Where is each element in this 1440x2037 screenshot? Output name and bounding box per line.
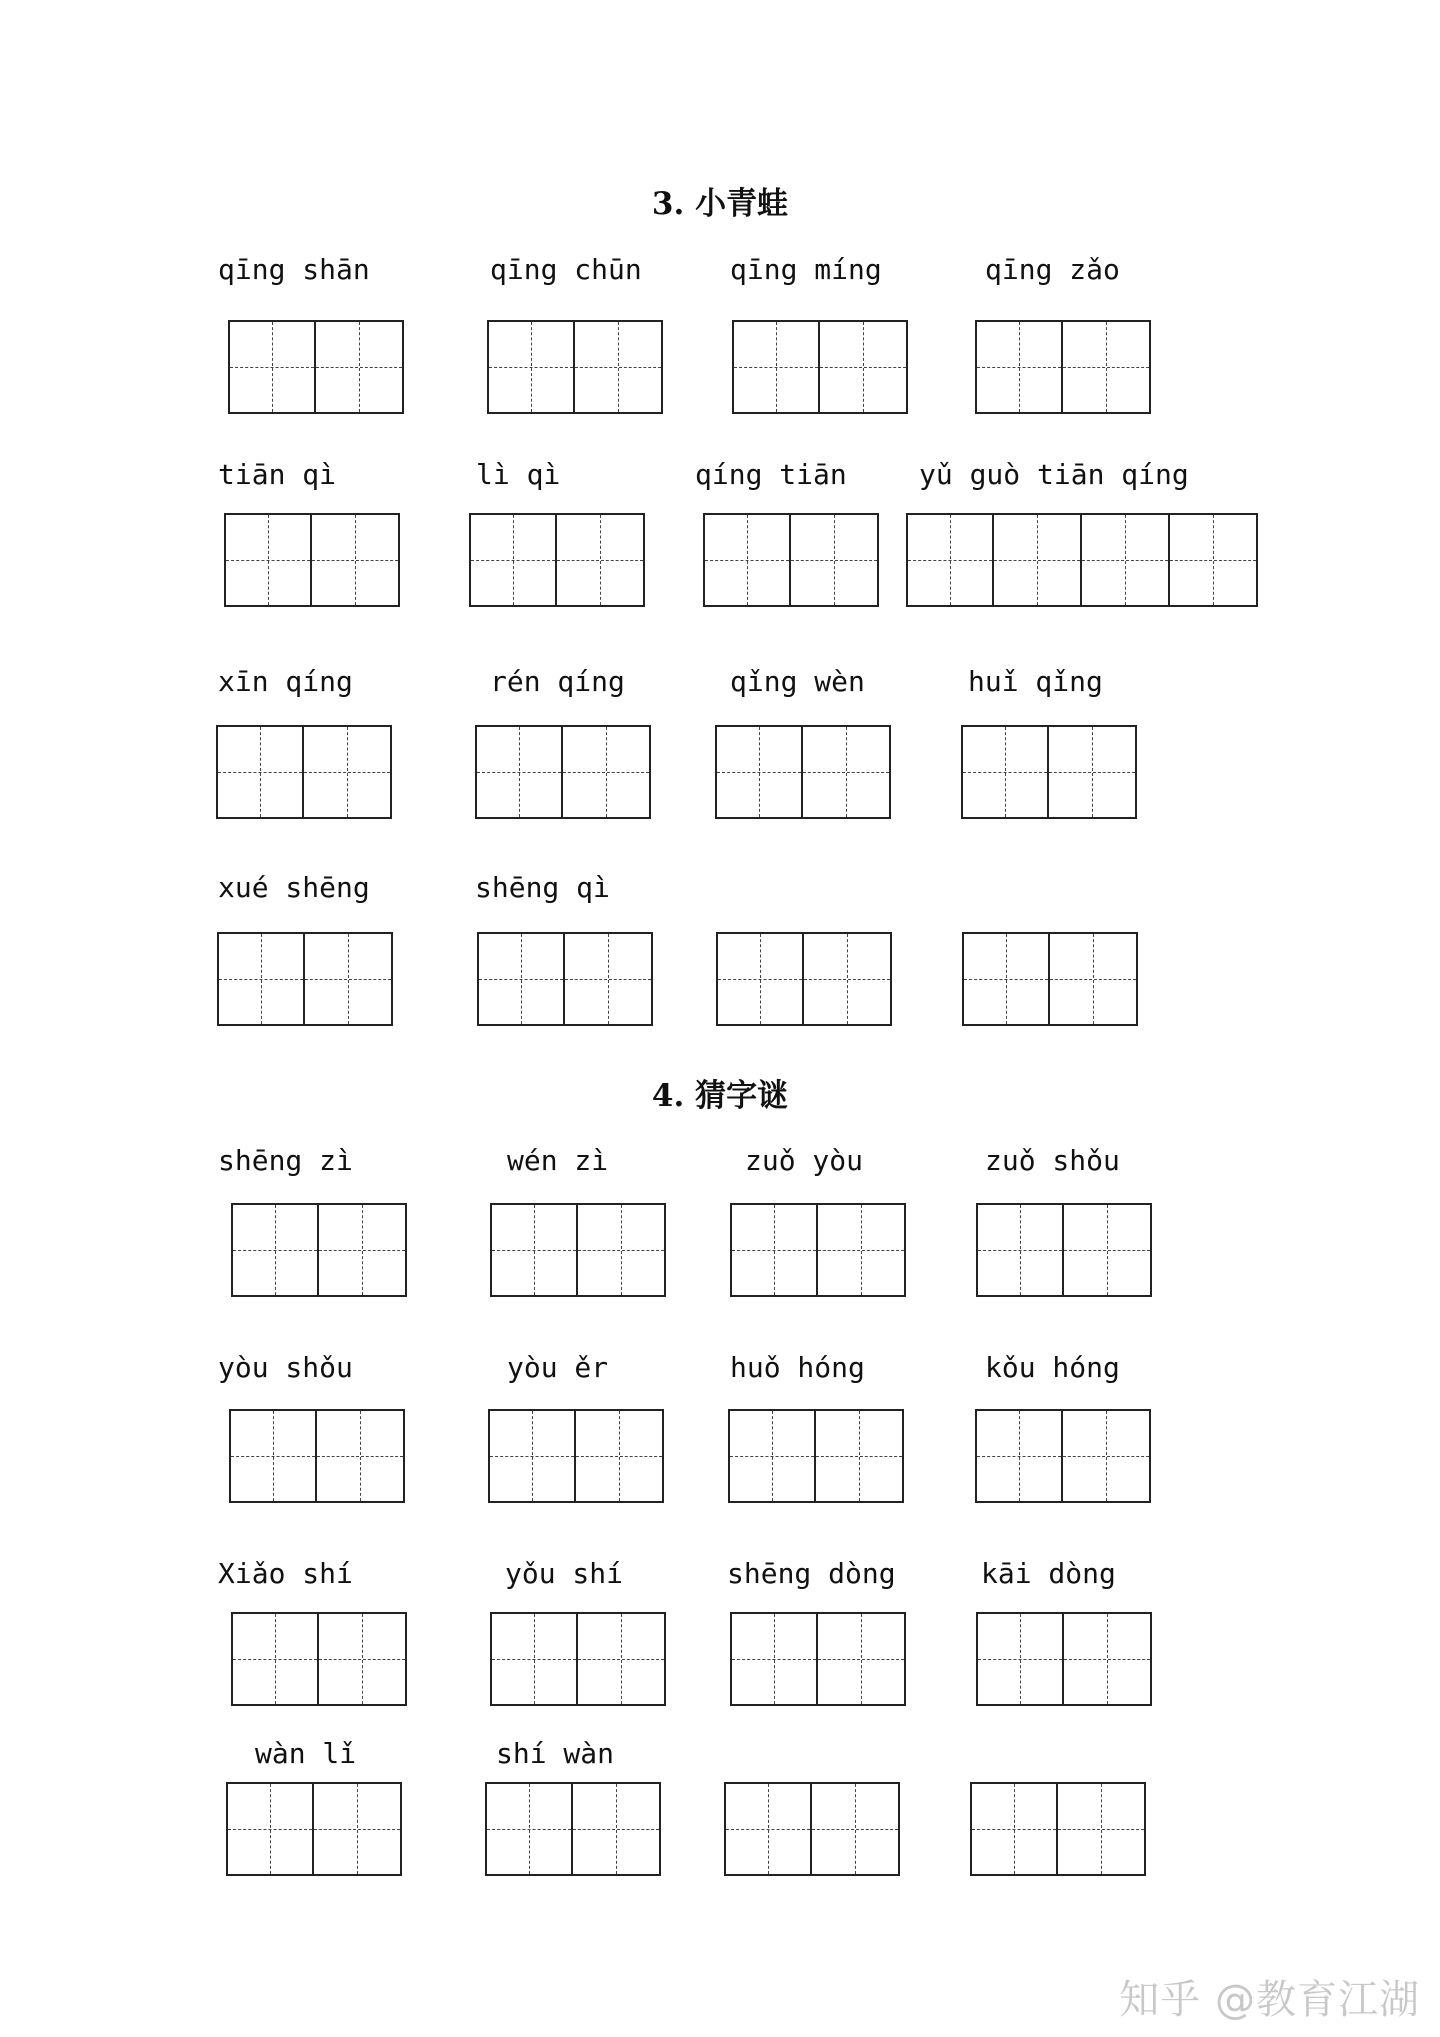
writing-grid[interactable]	[229, 1409, 405, 1503]
pinyin-label: shēng qì	[475, 871, 610, 904]
writing-grid[interactable]	[216, 725, 392, 819]
writing-grid[interactable]	[485, 1782, 661, 1876]
pinyin-label: shēng dòng	[727, 1557, 896, 1590]
writing-grid[interactable]	[730, 1203, 906, 1297]
section-title-3: 3. 小青蛙	[651, 186, 789, 222]
writing-grid[interactable]	[488, 1409, 664, 1503]
pinyin-label: yǒu shí	[505, 1557, 624, 1590]
pinyin-label: xué shēng	[218, 871, 370, 904]
pinyin-label: huǒ hóng	[730, 1351, 865, 1384]
writing-grid[interactable]	[716, 932, 892, 1026]
writing-grid[interactable]	[970, 1782, 1146, 1876]
pinyin-label: Xiǎo shí	[218, 1557, 353, 1590]
writing-grid[interactable]	[475, 725, 651, 819]
writing-grid[interactable]	[231, 1612, 407, 1706]
writing-grid[interactable]	[906, 513, 1258, 607]
pinyin-label: qīng zǎo	[985, 253, 1120, 286]
pinyin-label: lì qì	[476, 458, 561, 491]
writing-grid[interactable]	[975, 320, 1151, 414]
writing-grid[interactable]	[976, 1612, 1152, 1706]
writing-grid[interactable]	[975, 1409, 1151, 1503]
pinyin-label: wàn lǐ	[255, 1737, 357, 1770]
pinyin-label: qíng tiān	[695, 458, 847, 491]
writing-grid[interactable]	[487, 320, 663, 414]
pinyin-label: yǔ guò tiān qíng	[919, 458, 1189, 491]
section-title-4: 4. 猜字谜	[651, 1078, 789, 1114]
pinyin-label: qīng míng	[730, 253, 882, 286]
writing-grid[interactable]	[724, 1782, 900, 1876]
writing-grid[interactable]	[961, 725, 1137, 819]
pinyin-label: yòu ěr	[507, 1351, 609, 1384]
writing-grid[interactable]	[703, 513, 879, 607]
writing-grid[interactable]	[228, 320, 404, 414]
pinyin-label: qǐng wèn	[730, 665, 865, 698]
writing-grid[interactable]	[231, 1203, 407, 1297]
pinyin-label: qīng chūn	[490, 253, 642, 286]
writing-grid[interactable]	[962, 932, 1138, 1026]
writing-grid[interactable]	[490, 1612, 666, 1706]
pinyin-label: yòu shǒu	[218, 1351, 353, 1384]
pinyin-label: kāi dòng	[981, 1557, 1116, 1590]
pinyin-label: rén qíng	[490, 665, 625, 698]
pinyin-label: huǐ qǐng	[968, 665, 1103, 698]
writing-grid[interactable]	[477, 932, 653, 1026]
watermark: 知乎 @教育江湖	[1119, 1977, 1420, 2023]
pinyin-label: shí wàn	[496, 1737, 615, 1770]
pinyin-label: shēng zì	[218, 1144, 353, 1177]
pinyin-label: qīng shān	[218, 253, 370, 286]
pinyin-label: wén zì	[507, 1144, 609, 1177]
writing-grid[interactable]	[730, 1612, 906, 1706]
writing-grid[interactable]	[469, 513, 645, 607]
writing-grid[interactable]	[224, 513, 400, 607]
writing-grid[interactable]	[976, 1203, 1152, 1297]
writing-grid[interactable]	[226, 1782, 402, 1876]
writing-grid[interactable]	[217, 932, 393, 1026]
pinyin-label: tiān qì	[218, 458, 337, 491]
writing-grid[interactable]	[732, 320, 908, 414]
pinyin-label: zuǒ shǒu	[985, 1144, 1120, 1177]
writing-grid[interactable]	[490, 1203, 666, 1297]
pinyin-label: xīn qíng	[218, 665, 353, 698]
pinyin-label: zuǒ yòu	[745, 1144, 864, 1177]
pinyin-label: kǒu hóng	[985, 1351, 1120, 1384]
writing-grid[interactable]	[728, 1409, 904, 1503]
writing-grid[interactable]	[715, 725, 891, 819]
